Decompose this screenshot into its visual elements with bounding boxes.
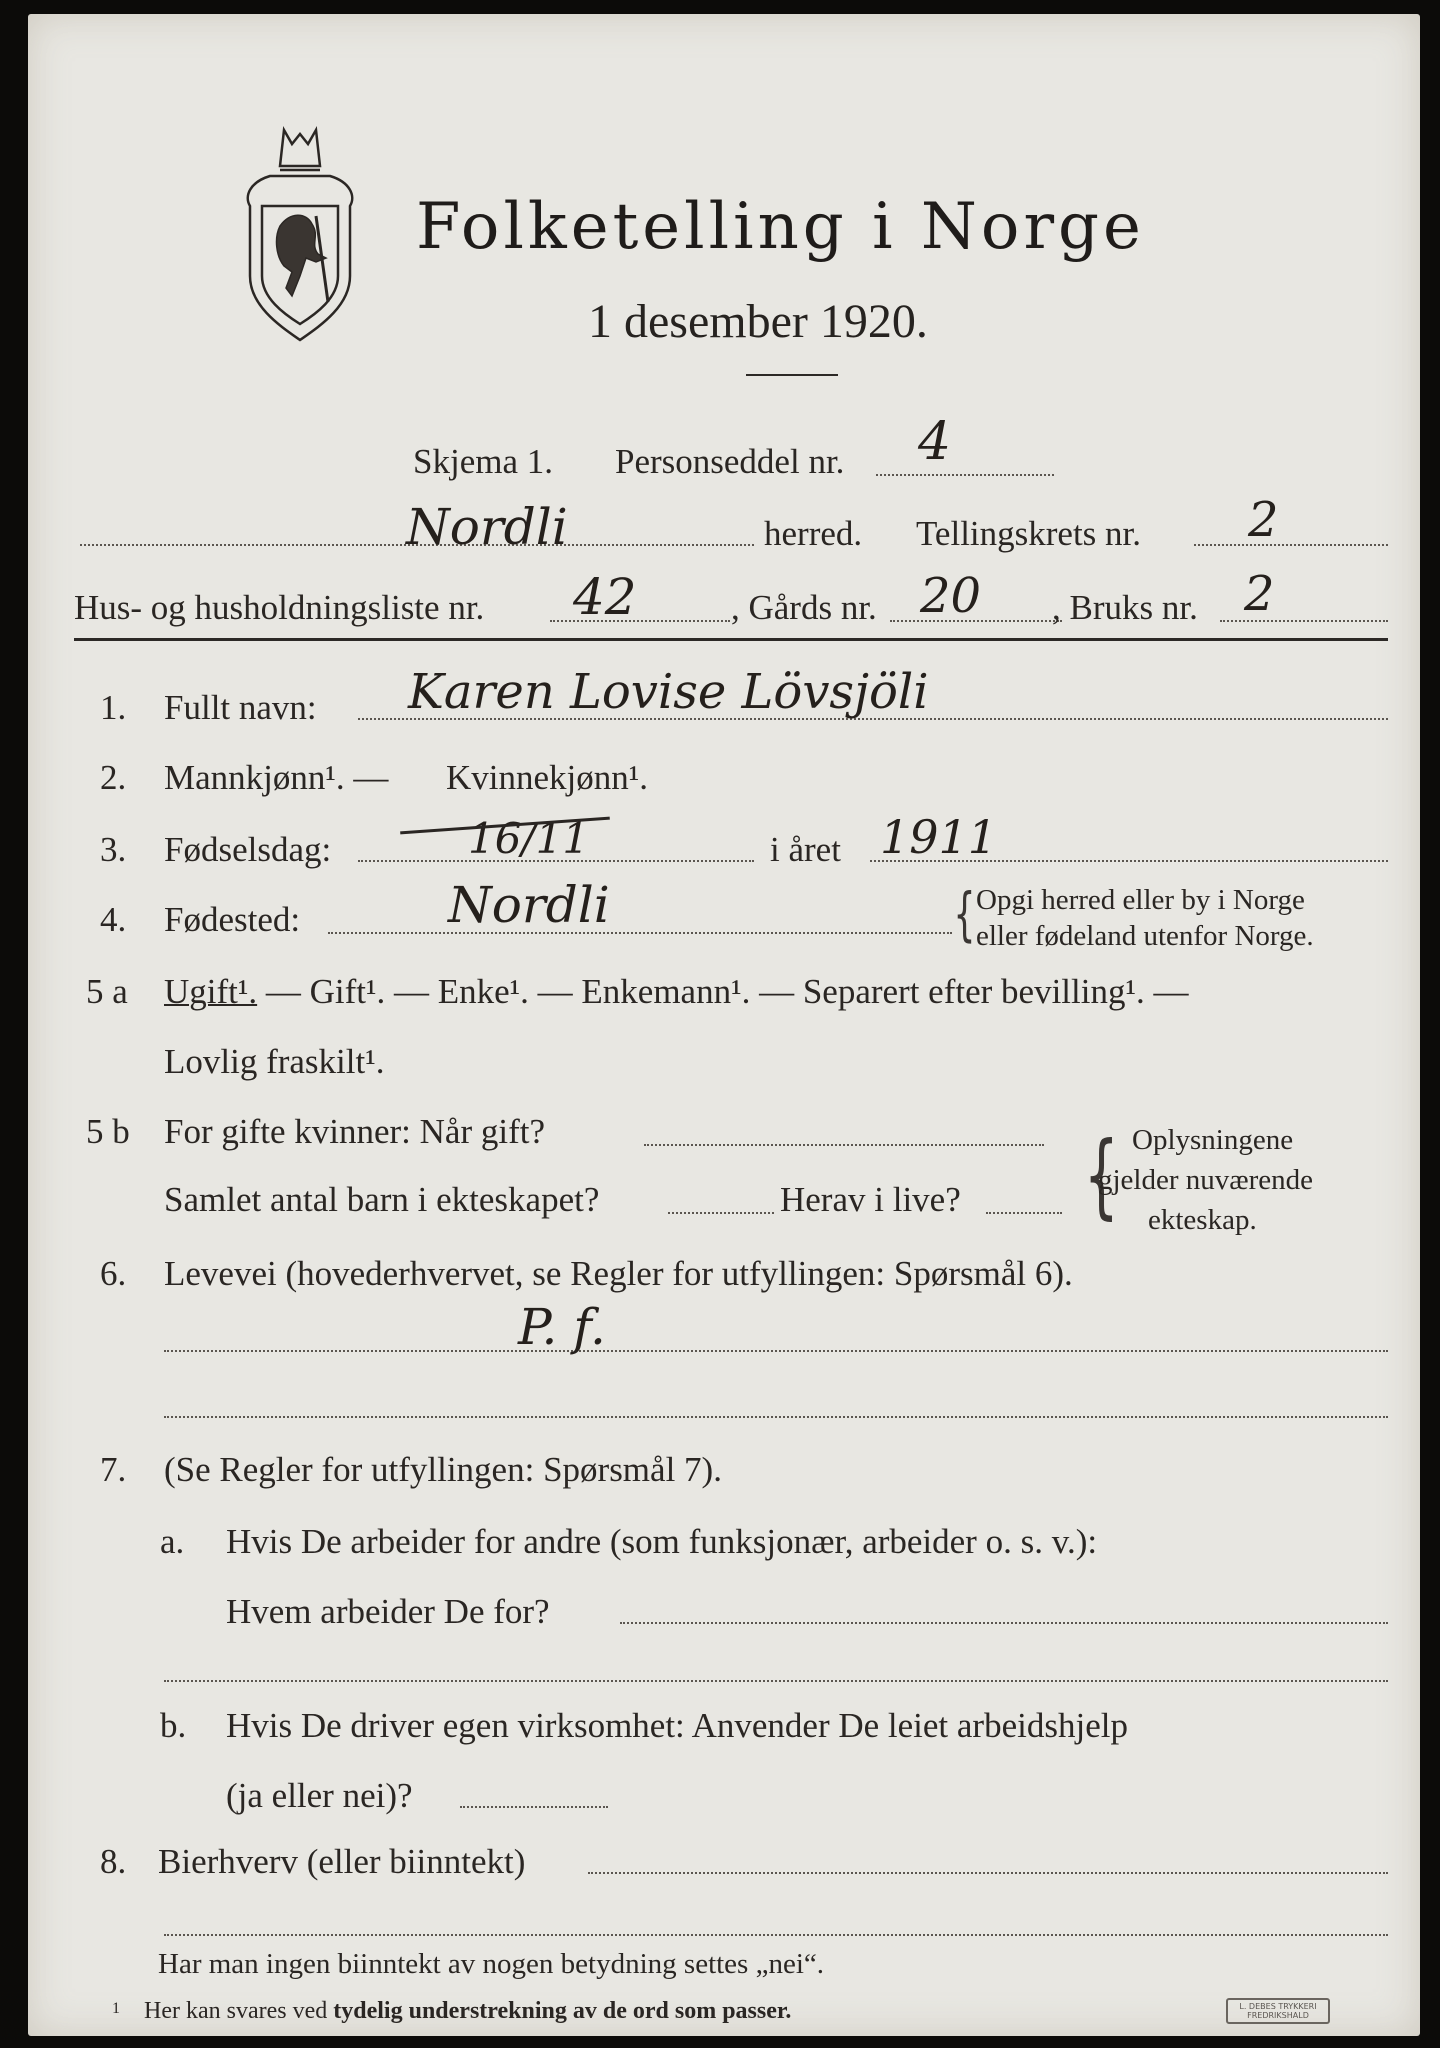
q5b-married-field-line bbox=[644, 1144, 1044, 1146]
q6-number: 6. bbox=[100, 1254, 127, 1293]
q3-value: 16/11 bbox=[468, 814, 590, 863]
hus-value: 42 bbox=[573, 568, 637, 626]
hus-label: Hus- og husholdningsliste nr. bbox=[74, 588, 485, 627]
q3-year-value: 1911 bbox=[880, 810, 998, 864]
q6-label: Levevei (hovederhvervet, se Regler for utfyllingen: Spørsmål 6). bbox=[164, 1254, 1073, 1293]
q5b-alive-label: Herav i live? bbox=[780, 1180, 961, 1219]
q4-field-line bbox=[328, 932, 952, 934]
q7b-letter: b. bbox=[160, 1706, 187, 1745]
q7b-field-line bbox=[460, 1806, 608, 1808]
q6-value: P. f. bbox=[518, 1298, 606, 1356]
q7-label: (Se Regler for utfyllingen: Spørsmål 7). bbox=[164, 1450, 722, 1489]
footer-note: Har man ingen biinntekt av nogen betydning settes „nei“. bbox=[158, 1948, 825, 1980]
herred-label: herred. bbox=[764, 514, 863, 553]
q5b-note-line3: ekteskap. bbox=[1148, 1204, 1257, 1236]
bruks-label: , Bruks nr. bbox=[1052, 588, 1198, 627]
q7b-line2: (ja eller nei)? bbox=[226, 1776, 413, 1815]
q3-label: Fødselsdag: bbox=[164, 830, 332, 869]
census-form-page bbox=[28, 14, 1420, 2036]
q4-number: 4. bbox=[100, 900, 127, 939]
header-divider bbox=[74, 638, 1388, 641]
printer-stamp bbox=[1226, 1998, 1330, 2024]
form-subtitle: 1 desember 1920. bbox=[588, 295, 928, 348]
personseddel-label: Personseddel nr. bbox=[615, 442, 845, 481]
q3-year-label: i året bbox=[770, 830, 841, 869]
q5b-note-line2: gjelder nuværende bbox=[1098, 1164, 1314, 1196]
q4-value: Nordli bbox=[448, 876, 610, 934]
q5b-number: 5 b bbox=[86, 1112, 130, 1151]
q5a-line2: Lovlig fraskilt¹. bbox=[164, 1042, 385, 1081]
gards-label: , Gårds nr. bbox=[731, 588, 877, 627]
q4-note-line1: Opgi herred eller by i Norge bbox=[976, 884, 1305, 916]
q5a-number: 5 a bbox=[86, 972, 128, 1011]
q5a-options bbox=[164, 972, 1188, 1012]
personseddel-field-line bbox=[876, 474, 1054, 476]
q7a-letter: a. bbox=[160, 1522, 185, 1561]
q1-label: Fullt navn: bbox=[164, 688, 317, 727]
footnote-text: Her kan svares ved bbox=[144, 1998, 328, 2024]
q1-number: 1. bbox=[100, 688, 127, 727]
q5b-children-label: Samlet antal barn i ekteskapet? bbox=[164, 1180, 600, 1219]
q7a-field-line-1 bbox=[620, 1622, 1388, 1624]
printer-stamp-line1: L. DEBES TRYKKERI bbox=[1239, 2002, 1317, 2011]
tellingskrets-field-line bbox=[1194, 544, 1388, 546]
q5a-ugift-option: Ugift¹. bbox=[164, 972, 258, 1011]
herred-value: Nordli bbox=[406, 498, 568, 556]
q2-female-label: Kvinnekjønn¹. bbox=[446, 758, 649, 797]
q5b-children-field-line bbox=[668, 1212, 774, 1214]
q8-number: 8. bbox=[100, 1842, 127, 1881]
q7a-text: Hvis De arbeider for andre (som funksjonær, arbeider o. s. v.): bbox=[226, 1522, 1098, 1561]
printer-stamp-line2: FREDRIKSHALD bbox=[1247, 2011, 1309, 2020]
personseddel-value: 4 bbox=[918, 412, 952, 472]
q8-field-line-1 bbox=[588, 1872, 1388, 1874]
footnote-bold-text: tydelig understrekning av de ord som passer. bbox=[333, 1998, 792, 2024]
tellingskrets-label: Tellingskrets nr. bbox=[916, 514, 1142, 553]
q5b-note-line1: Oplysningene bbox=[1132, 1124, 1294, 1156]
skjema-label: Skjema 1. bbox=[413, 442, 553, 481]
q4-note-line2: eller fødeland utenfor Norge. bbox=[976, 920, 1314, 952]
bruks-value: 2 bbox=[1244, 566, 1275, 622]
q2-male-label: Mannkjønn¹. — bbox=[164, 758, 389, 797]
footnote bbox=[144, 1998, 791, 2025]
q4-label: Fødested: bbox=[164, 900, 301, 939]
gards-value: 20 bbox=[920, 568, 982, 624]
q8-field-line-2 bbox=[164, 1934, 1388, 1936]
q7a-line2: Hvem arbeider De for? bbox=[226, 1592, 550, 1631]
tellingskrets-value: 2 bbox=[1248, 492, 1279, 548]
q1-value: Karen Lovise Lövsjöli bbox=[408, 664, 929, 720]
q7-number: 7. bbox=[100, 1450, 127, 1489]
q3-number: 3. bbox=[100, 830, 127, 869]
footnote-mark: 1 bbox=[112, 2000, 120, 2017]
title-divider bbox=[746, 374, 838, 376]
q7a-field-line-2 bbox=[164, 1680, 1388, 1682]
q7b-text: Hvis De driver egen virksomhet: Anvender De leiet arbeidshjelp bbox=[226, 1706, 1128, 1745]
q2-number: 2. bbox=[100, 758, 127, 797]
q4-note-brace: { bbox=[953, 880, 976, 948]
q5b-label: For gifte kvinner: Når gift? bbox=[164, 1112, 546, 1151]
q5b-note-brace: { bbox=[1083, 1122, 1119, 1229]
coat-of-arms-icon bbox=[240, 126, 360, 346]
q6-field-line-1 bbox=[164, 1350, 1388, 1352]
q8-label: Bierhverv (eller biinntekt) bbox=[158, 1842, 526, 1881]
q6-field-line-2 bbox=[164, 1416, 1388, 1418]
q5b-alive-field-line bbox=[986, 1212, 1062, 1214]
q5a-other-options: — Gift¹. — Enke¹. — Enkemann¹. — Separert efter bevilling¹. — bbox=[265, 972, 1189, 1011]
form-title: Folketelling i Norge bbox=[416, 190, 1145, 264]
